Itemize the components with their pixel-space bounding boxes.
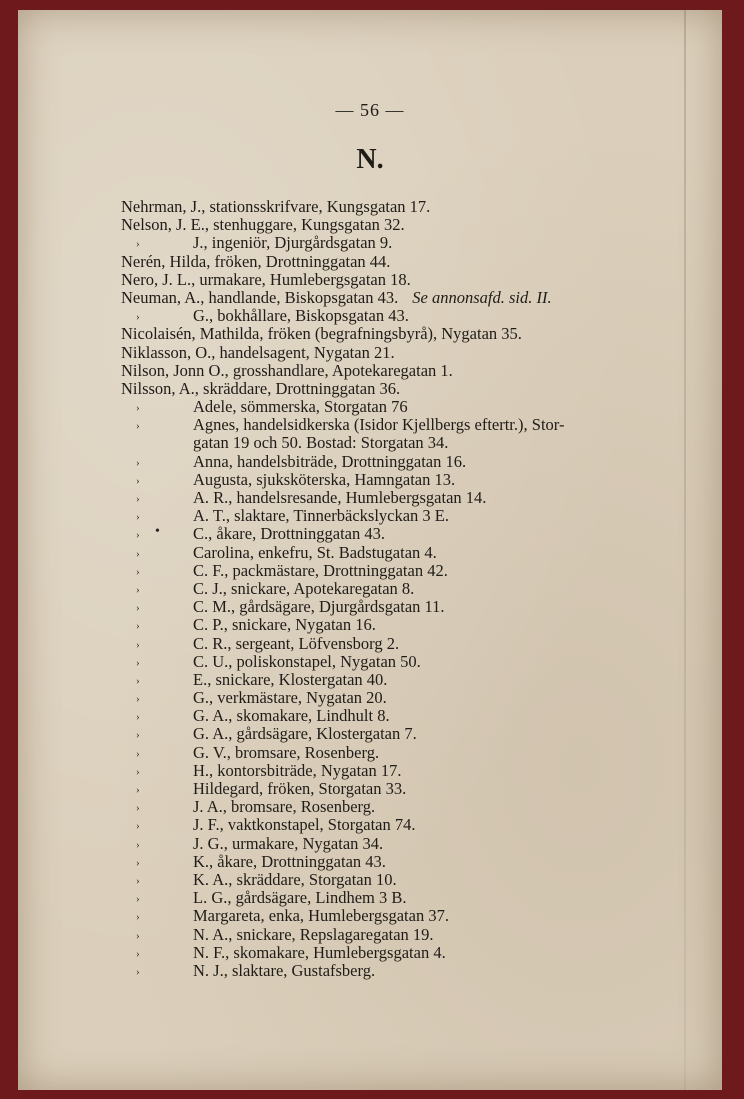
entry-text: gatan 19 och 50. Bostad: Storgatan 34. xyxy=(193,433,449,453)
ditto-mark: › xyxy=(136,238,140,251)
directory-entry xyxy=(121,562,721,580)
entry-text: K. A., skräddare, Storgatan 10. xyxy=(193,869,397,889)
entry-text: Augusta, sjuksköterska, Hamngatan 13. xyxy=(193,469,456,489)
entry-text: Nehrman, J., stationsskrifvare, Kungsgatan 17. xyxy=(121,197,431,216)
entry-text: C. U., poliskonstapel, Nygatan 50. xyxy=(193,651,421,671)
entry-text: Agnes, handelsidkerska (Isidor Kjellbergs eftertr.), Stor- xyxy=(193,415,565,435)
ditto-mark: › xyxy=(136,583,140,596)
entry-note: Se annonsafd. sid. II. xyxy=(412,287,552,307)
directory-entry xyxy=(121,253,721,271)
entry-text: Nicolaisén, Mathilda, fröken (begrafningsbyrå), Nygatan 35. xyxy=(121,324,522,344)
ditto-mark: › xyxy=(136,311,140,324)
entry-text: A. T., slaktare, Tinnerbäckslyckan 3 E. xyxy=(193,506,450,526)
entry-text: Nilson, Jonn O., grosshandlare, Apotekaregatan 1. xyxy=(121,360,453,380)
entry-text: N. A., snickare, Repslagaregatan 19. xyxy=(193,924,434,944)
ditto-mark: › xyxy=(136,565,140,578)
directory-entry xyxy=(121,707,721,725)
directory-entry xyxy=(121,271,721,289)
directory-entry xyxy=(121,744,721,762)
entry-text: C. J., snickare, Apotekaregatan 8. xyxy=(193,578,415,598)
ditto-mark: › xyxy=(136,802,140,815)
ditto-mark: › xyxy=(136,929,140,942)
ditto-mark: › xyxy=(136,947,140,960)
entry-text: Niklasson, O., handelsagent, Nygatan 21. xyxy=(121,342,395,362)
entry-text: J. A., bromsare, Rosenberg. xyxy=(193,797,376,817)
ditto-mark: › xyxy=(136,747,140,760)
ditto-mark: › xyxy=(136,511,140,524)
directory-entry xyxy=(121,962,721,980)
ditto-mark: › xyxy=(136,693,140,706)
directory-entry xyxy=(121,471,721,489)
entry-text: Hildegard, fröken, Storgatan 33. xyxy=(193,779,407,798)
directory-entry xyxy=(121,362,721,380)
directory-entry xyxy=(121,616,721,634)
entry-text: N. J., slaktare, Gustafsberg. xyxy=(193,960,376,980)
entry-text: G. A., skomakare, Lindhult 8. xyxy=(193,706,390,726)
ditto-mark: › xyxy=(136,729,140,742)
entry-text: J. F., vaktkonstapel, Storgatan 74. xyxy=(193,815,416,835)
directory-entry xyxy=(121,398,721,416)
ditto-mark: › xyxy=(136,620,140,633)
directory-entry xyxy=(121,835,721,853)
directory-entry xyxy=(121,635,721,653)
entry-text: Anna, handelsbiträde, Drottninggatan 16. xyxy=(193,451,467,471)
directory-entry xyxy=(121,489,721,507)
directory-entry xyxy=(121,653,721,671)
entry-text: J., ingeniör, Djurgårdsgatan 9. xyxy=(193,233,393,253)
directory-entry xyxy=(121,198,721,216)
ditto-mark: › xyxy=(136,547,140,560)
ditto-mark: › xyxy=(136,820,140,833)
ditto-mark: › xyxy=(136,765,140,778)
ditto-mark: › xyxy=(136,602,140,615)
entry-text: C. P., snickare, Nygatan 16. xyxy=(193,615,376,635)
directory-entry xyxy=(121,434,721,452)
directory-entry xyxy=(121,507,721,525)
entry-text: C. M., gårdsägare, Djurgårdsgatan 11. xyxy=(193,597,445,617)
entry-text: G. A., gårdsägare, Klostergatan 7. xyxy=(193,724,417,744)
directory-entry xyxy=(121,871,721,889)
ditto-mark: › xyxy=(136,420,140,433)
directory-entry xyxy=(121,907,721,925)
entry-text: J. G., urmakare, Nygatan 34. xyxy=(193,833,384,853)
directory-entry xyxy=(121,580,721,598)
directory-entry xyxy=(121,544,721,562)
directory-entry xyxy=(121,762,721,780)
entry-text: L. G., gårdsägare, Lindhem 3 B. xyxy=(193,888,407,908)
entry-text: K., åkare, Drottninggatan 43. xyxy=(193,851,386,871)
ditto-mark: › xyxy=(136,711,140,724)
entry-text: Neuman, A., handlande, Biskopsgatan 43. xyxy=(121,287,399,307)
directory-entry xyxy=(121,216,721,234)
ditto-mark: › xyxy=(136,402,140,415)
ditto-mark: › xyxy=(136,638,140,651)
entry-text: C. R., sergeant, Löfvensborg 2. xyxy=(193,633,400,653)
directory-entry xyxy=(121,816,721,834)
entry-text: Margareta, enka, Humlebergsgatan 37. xyxy=(193,906,449,926)
entry-text: G., verkmästare, Nygatan 20. xyxy=(193,688,387,708)
page-number: — 56 — xyxy=(335,100,405,120)
entry-text: G. V., bromsare, Rosenberg. xyxy=(193,742,380,762)
directory-entry xyxy=(121,234,721,252)
ditto-mark: › xyxy=(136,474,140,487)
entry-text: Nelson, J. E., stenhuggare, Kungsgatan 32. xyxy=(121,215,405,235)
entry-text: N. F., skomakare, Humlebergsgatan 4. xyxy=(193,942,446,962)
directory-entry xyxy=(121,798,721,816)
ditto-mark: › xyxy=(136,874,140,887)
ditto-mark: › xyxy=(136,893,140,906)
ditto-mark: › xyxy=(136,965,140,978)
directory-entry xyxy=(121,926,721,944)
directory-entry xyxy=(121,780,721,798)
directory-entry xyxy=(121,689,721,707)
entry-text: Nilsson, A., skräddare, Drottninggatan 36. xyxy=(121,378,401,398)
entry-text: E., snickare, Klostergatan 40. xyxy=(193,669,388,689)
entry-text: Adele, sömmerska, Storgatan 76 xyxy=(193,397,408,417)
directory-entry xyxy=(121,289,721,307)
ditto-mark: › xyxy=(136,911,140,924)
stray-dot: • xyxy=(155,524,160,540)
ditto-mark: › xyxy=(136,856,140,869)
entry-text: Nerén, Hilda, fröken, Drottninggatan 44. xyxy=(121,251,391,271)
directory-entry xyxy=(121,889,721,907)
ditto-mark: › xyxy=(136,456,140,469)
ditto-mark: › xyxy=(136,674,140,687)
directory-entry xyxy=(121,853,721,871)
ditto-mark: › xyxy=(136,656,140,669)
directory-entry xyxy=(121,598,721,616)
directory-entry xyxy=(121,944,721,962)
entry-text: Nero, J. L., urmakare, Humlebergsgatan 18. xyxy=(121,269,411,289)
ditto-mark: › xyxy=(136,529,140,542)
directory-entry xyxy=(121,416,721,434)
entry-text: A. R., handelsresande, Humlebergsgatan 14. xyxy=(193,488,487,507)
directory-entry xyxy=(121,453,721,471)
ditto-mark: › xyxy=(136,838,140,851)
ditto-mark: › xyxy=(136,493,140,505)
entry-text: C., åkare, Drottninggatan 43. xyxy=(193,524,385,544)
directory-entry xyxy=(121,525,721,543)
directory-entry xyxy=(121,671,721,689)
entry-list xyxy=(121,198,721,980)
entry-text: G., bokhållare, Biskopsgatan 43. xyxy=(193,306,409,326)
entry-text: Carolina, enkefru, St. Badstugatan 4. xyxy=(193,542,437,562)
directory-entry xyxy=(121,380,721,398)
directory-entry xyxy=(121,325,721,343)
directory-entry xyxy=(121,344,721,362)
ditto-mark: › xyxy=(136,784,140,796)
directory-entry xyxy=(121,725,721,743)
directory-page xyxy=(18,10,722,1090)
section-heading: N. xyxy=(356,144,384,175)
directory-entry xyxy=(121,307,721,325)
entry-text: H., kontorsbiträde, Nygatan 17. xyxy=(193,760,402,780)
entry-text: C. F., packmästare, Drottninggatan 42. xyxy=(193,560,448,580)
